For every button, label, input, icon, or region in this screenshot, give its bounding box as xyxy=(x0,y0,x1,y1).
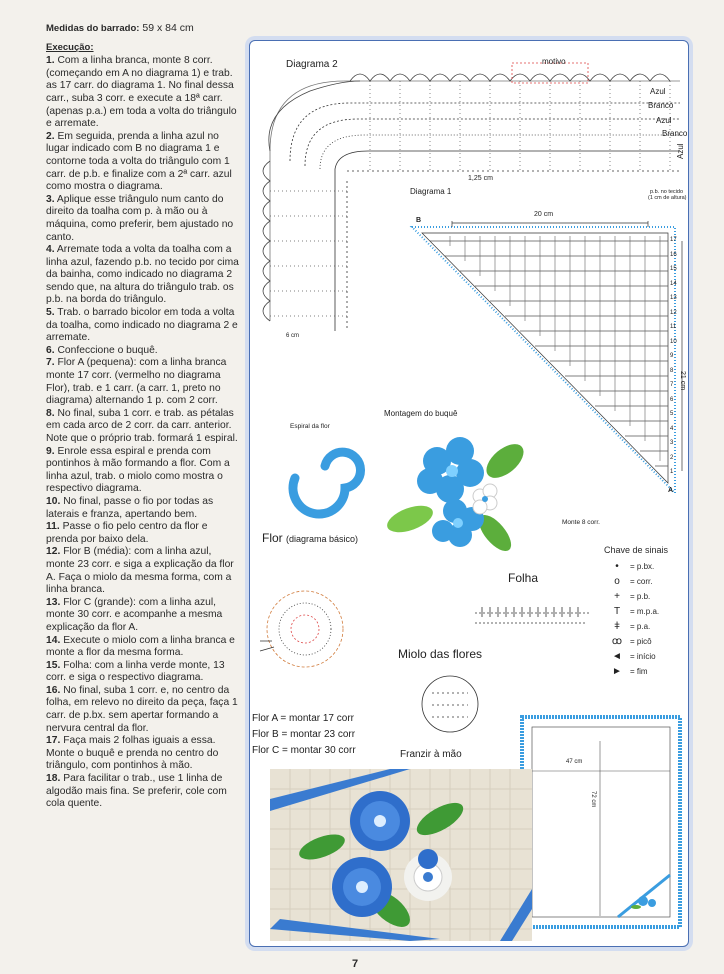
step-number: 11. xyxy=(46,521,60,533)
legend-label: = início xyxy=(630,652,656,661)
step-8 xyxy=(46,408,242,446)
legend-symbol-icon: • xyxy=(615,561,619,572)
legend-symbol-icon: + xyxy=(614,591,620,602)
diagram1-label-b: B xyxy=(416,217,422,224)
step-number: 10. xyxy=(46,495,61,507)
diagram2-side-label: Azul xyxy=(676,143,685,159)
legend-item xyxy=(604,664,688,679)
legend-label: = p.bx. xyxy=(630,562,655,571)
diagram1-width: 20 cm xyxy=(534,211,554,218)
step-number: 13. xyxy=(46,596,61,608)
step-text: Flor C (grande): com a linha azul, monte 30 corr. e acompanhe a mesma explicação da flor A. xyxy=(46,596,223,633)
legend-item xyxy=(604,649,688,664)
legend-item xyxy=(604,634,688,649)
step-number: 4. xyxy=(46,244,55,256)
legend-label: = fim xyxy=(630,667,648,676)
pb-note-1: p.b. no tecido xyxy=(650,189,684,195)
step-number: 7. xyxy=(46,357,55,369)
legend-label: = p.b. xyxy=(630,592,651,601)
step-text: Passe o fio pelo centro da flor e prenda por baixo dela. xyxy=(46,521,208,545)
flower-title-text: Flor xyxy=(262,531,283,545)
diagram2-color-3: Azul xyxy=(656,116,672,125)
legend xyxy=(604,545,688,679)
flower-subtitle: (diagrama básico) xyxy=(286,534,359,544)
legend-item xyxy=(604,559,688,574)
step-text: Flor A (pequena): com a linha branca monte 17 corr. (vermelho no diagrama Flor), trab. e 1 carr. (a carr. 1, preto no diagrama) alternando 1 p. com 2 corr. xyxy=(46,357,227,407)
legend-item xyxy=(604,589,688,604)
step-16 xyxy=(46,685,242,735)
legend-item xyxy=(604,619,688,634)
steps-list xyxy=(46,55,242,811)
legend-label: = corr. xyxy=(630,577,653,586)
pb-note-2: (1 cm de altura) xyxy=(648,195,687,201)
towel-width: 47 cm xyxy=(566,759,583,765)
step-text: Enrole essa espiral e prenda com pontinhos à mão formando a flor. Com a linha azul, trab. o miolo como mostra o respectivo diagrama. xyxy=(46,445,230,495)
row-number: 2 xyxy=(670,454,674,461)
diagram2-color-2: Branco xyxy=(648,101,674,110)
step-4 xyxy=(46,244,242,307)
row-number: 4 xyxy=(670,425,674,432)
step-text: No final, suba 1 corr. e, no centro da folha, em relevo no direito da peça, faça 1 carr. de p.bx. sem apertar formando a nervura central da flor. xyxy=(46,684,238,734)
bouquet-drawing xyxy=(384,437,530,556)
diagram2-color-1: Azul xyxy=(650,87,666,96)
row-number: 15 xyxy=(670,266,677,272)
motivo-label: motivo xyxy=(542,57,566,66)
step-number: 18. xyxy=(46,773,61,785)
bouquet-photo-image xyxy=(270,769,532,941)
legend-symbol-icon: ► xyxy=(612,666,622,677)
flower-size-c: Flor C = montar 30 corr xyxy=(252,745,356,756)
legend-symbol-icon: ǂ xyxy=(614,621,620,632)
step-text: Arremate toda a volta da toalha com a linha azul, fazendo p.b. no tecido por cima da bainha, como indicado no diagrama 2 sendo que, na altura do triângulo trab. os p.b. na borda do triângulo. xyxy=(46,244,239,306)
measures-label: Medidas do barrado: xyxy=(46,23,140,34)
spiral-drawing xyxy=(293,452,361,514)
row-number: 6 xyxy=(670,396,674,403)
step-text: Faça mais 2 folhas iguais a essa. Monte o buquê e prenda no centro do triângulo, com pontinhos à mão. xyxy=(46,735,219,772)
step-number: 5. xyxy=(46,307,55,319)
step-number: 17. xyxy=(46,735,61,747)
legend-label: = m.p.a. xyxy=(630,607,660,616)
diagram2-drawing xyxy=(263,63,680,331)
row-number: 10 xyxy=(670,338,677,345)
instructions-column xyxy=(46,22,242,811)
center-diagram-drawing xyxy=(422,676,478,732)
step-6 xyxy=(46,345,242,358)
step-text: Aplique esse triângulo num canto do direito da toalha com p. à mão ou à máquina, como preferir, bem ajustado no canto. xyxy=(46,193,234,243)
bouquet-title: Montagem do buquê xyxy=(384,409,458,418)
spiral-label: Espiral da flor xyxy=(290,423,330,430)
step-text: Folha: com a linha verde monte, 13 corr. e siga o respectivo diagrama. xyxy=(46,659,225,684)
flower-title xyxy=(262,531,358,545)
page-number: 7 xyxy=(352,958,359,970)
diagram2-title: Diagrama 2 xyxy=(286,59,338,70)
step-14 xyxy=(46,635,242,660)
towel-drawing xyxy=(522,717,680,927)
diagram1-start-label: Monte 8 corr. xyxy=(562,519,600,526)
diagram1-title: Diagrama 1 xyxy=(410,187,452,196)
row-number: 1 xyxy=(670,469,674,475)
row-number: 8 xyxy=(670,367,674,374)
step-number: 1. xyxy=(46,55,55,67)
legend-label: = p.a. xyxy=(630,622,651,631)
step-text: Trab. o barrado bicolor em toda a volta da toalha, como indicado no diagrama 2 e arremate. xyxy=(46,307,238,344)
center-gather: Franzir à mão xyxy=(400,749,462,760)
step-10 xyxy=(46,496,242,521)
row-number: 9 xyxy=(670,353,674,359)
diagram1-label-a: A xyxy=(668,487,674,494)
row-number: 16 xyxy=(670,251,677,258)
step-text: Confeccione o buquê. xyxy=(57,344,158,356)
step-15 xyxy=(46,660,242,685)
row-number: 3 xyxy=(670,440,674,446)
diagram2-color-4: Branco xyxy=(662,129,688,138)
legend-item xyxy=(604,604,688,619)
flower-size-a: Flor A = montar 17 corr xyxy=(252,713,354,724)
measures-value: 59 x 84 cm xyxy=(142,22,194,34)
measures-line xyxy=(46,22,242,36)
step-text: Com a linha branca, monte 8 corr. (começando em A no diagrama 1) e trab. as 17 carr. do diagrama 1. No final dessa carr., suba 3 corr. e execute a 18ª carr. (apenas p.a.) em toda a volta do triângulo e arremate. xyxy=(46,55,237,130)
step-9 xyxy=(46,446,242,496)
legend-title: Chave de sinais xyxy=(604,545,669,555)
step-number: 14. xyxy=(46,634,61,646)
diagram2-measure: 1,25 cm xyxy=(468,175,493,182)
step-11 xyxy=(46,521,242,546)
row-number: 17 xyxy=(670,237,677,243)
step-text: Flor B (média): com a linha azul, monte 23 corr. e siga a explicação da flor A. Faça o miolo da mesma forma, com a linha branca. xyxy=(46,546,234,596)
row-number: 7 xyxy=(670,382,674,388)
step-17 xyxy=(46,735,242,773)
step-number: 15. xyxy=(46,659,61,671)
step-number: 6. xyxy=(46,344,55,356)
step-text: Execute o miolo com a linha branca e monte a flor da mesma forma. xyxy=(46,634,235,659)
row-number: 14 xyxy=(670,280,677,287)
towel-height: 72 cm xyxy=(590,791,596,808)
flower-diagram-drawing xyxy=(260,591,343,667)
row-number: 12 xyxy=(670,309,677,316)
row-number: 5 xyxy=(670,411,674,417)
legend-rows xyxy=(604,559,688,679)
step-number: 3. xyxy=(46,193,55,205)
legend-label: = picô xyxy=(630,637,652,646)
step-1 xyxy=(46,55,242,131)
step-number: 2. xyxy=(46,130,55,142)
legend-symbol-icon: T xyxy=(613,606,621,617)
diagram-panel xyxy=(249,40,689,947)
legend-symbol-icon: ◄ xyxy=(612,651,622,662)
step-text: Em seguida, prenda a linha azul no lugar indicado com B no diagrama 1 e contorne toda a volta do triângulo com 1 carr. de p.b. e finalize com a 2ª carr. azul como mostra o diagrama. xyxy=(46,130,232,193)
center-title: Miolo das flores xyxy=(398,647,483,661)
step-7 xyxy=(46,357,242,407)
step-text: No final, passe o fio por todas as laterais e franza, apertando bem. xyxy=(46,495,214,520)
flower-size-b: Flor B = montar 23 corr xyxy=(252,729,356,740)
step-text: Para facilitar o trab., use 1 linha de algodão mais fina. Se preferir, cole com cola quente. xyxy=(46,773,227,810)
row-number: 11 xyxy=(670,324,677,330)
step-number: 16. xyxy=(46,684,61,696)
diagram2-measure-side: 6 cm xyxy=(286,333,300,339)
legend-symbol-icon: o xyxy=(614,576,620,587)
step-number: 12. xyxy=(46,546,61,558)
row-number: 13 xyxy=(670,295,677,301)
execucao-title: Execução: xyxy=(46,41,94,53)
step-18 xyxy=(46,773,242,811)
bouquet-photo xyxy=(270,769,532,941)
legend-symbol-icon: ꝏ xyxy=(611,636,623,647)
step-number: 8. xyxy=(46,407,55,419)
diagram1-height: 21 cm xyxy=(679,371,686,391)
leaf-diagram-drawing xyxy=(475,607,590,623)
leaf-title: Folha xyxy=(508,571,539,585)
step-12 xyxy=(46,546,242,596)
legend-item xyxy=(604,574,688,589)
step-5 xyxy=(46,307,242,345)
step-text: No final, suba 1 corr. e trab. as pétalas em cada arco de 2 corr. da carr. anterior. Note que o próprio trab. formará 1 espiral. xyxy=(46,407,238,444)
step-3 xyxy=(46,194,242,244)
step-13 xyxy=(46,597,242,635)
step-2 xyxy=(46,131,242,194)
step-number: 9. xyxy=(46,445,55,457)
